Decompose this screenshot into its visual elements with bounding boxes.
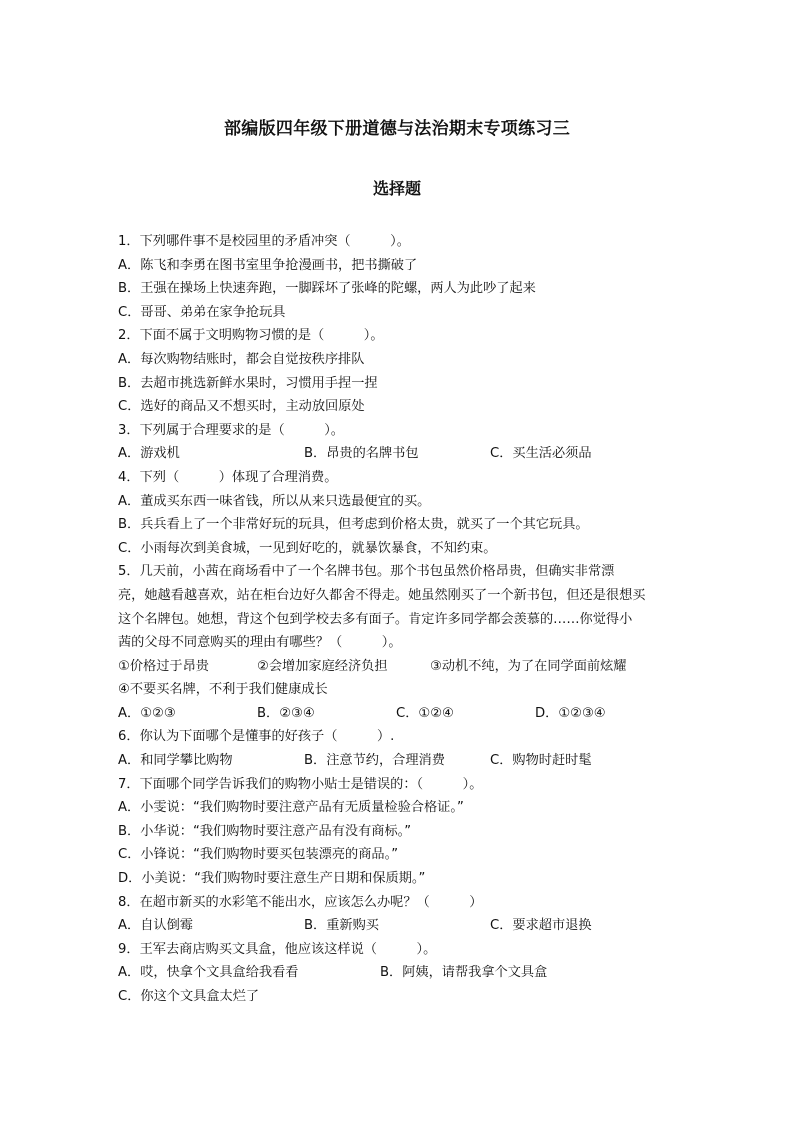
question-4-stem: 4．下列（ ）体现了合理消费。 [118,469,338,485]
question-2-stem: 2．下面不属于文明购物习惯的是（ ）。 [118,328,384,344]
question-2-option-a: A．每次购物结账时，都会自觉按秩序排队 [118,351,365,367]
question-5-reason-4: ④不要买名牌，不利于我们健康成长 [118,682,328,698]
question-9-options [118,961,678,985]
question-5-option-c: C．①②④ [396,705,454,721]
question-3-option-a: A．游戏机 [118,446,180,462]
question-3-option-b: B．昂贵的名牌书包 [304,446,419,462]
question-8-option-a: A．自认倒霉 [118,918,193,934]
question-3-option-c: C．买生活必须品 [490,446,592,462]
question-list [118,230,678,1009]
question-8-option-c: C．要求超市退换 [490,918,592,934]
question-7-option-d: D．小美说：“我们购物时要注意生产日期和保质期。” [118,871,426,887]
question-7-option-b: B．小华说：“我们购物时要注意产品有没有商标。” [118,823,412,839]
question-6-option-c: C．购物时赶时髦 [490,753,592,769]
document-title: 部编版四年级下册道德与法治期末专项练习三 [224,119,570,139]
question-5-option-b: B．②③④ [257,705,315,721]
question-5-reason-2: ②会增加家庭经济负担 [257,658,388,674]
question-5-stem-line-2: 亮，她越看越喜欢，站在柜台边好久都舍不得走。她虽然刚买了一个新书包，但还是很想买 [118,587,646,603]
question-4-option-a: A．董成买东西一味省钱，所以从来只选最便宜的买。 [118,493,431,509]
question-9-stem: 9．王军去商店购买文具盒，他应该这样说（ ）。 [118,941,437,957]
question-6-stem: 6．你认为下面哪个是懂事的好孩子（ ）. [118,729,395,745]
question-9-option-c: C．你这个文具盒太烂了 [118,989,260,1004]
question-8-stem: 8．在超市新买的水彩笔不能出水，应该怎么办呢？（ ） [118,894,483,910]
question-3-stem: 3．下列属于合理要求的是（ ）。 [118,422,344,438]
question-6-option-b: B．注意节约，合理消费 [304,753,445,769]
question-8-option-b: B．重新购买 [304,918,379,934]
question-7-option-c: C．小锋说：“我们购物时要买包装漂亮的商品。” [118,847,399,863]
question-7-option-a: A．小雯说：“我们购物时要注意产品有无质量检验合格证。” [118,800,464,816]
question-1-option-c: C．哥哥、弟弟在家争抢玩具 [118,304,286,320]
question-1-option-a: A．陈飞和李勇在图书室里争抢漫画书，把书撕破了 [118,257,418,273]
question-5-stem-line-3: 这个名牌包。她想，背这个包到学校去多有面子。肯定许多同学都会羡慕的……你觉得小 [118,611,633,627]
question-9-option-a: A．哎，快拿个文具盒给我看看 [118,965,299,981]
question-3-options [118,442,678,466]
question-1-stem: 1．下列哪件事不是校园里的矛盾冲突（ ）。 [118,234,410,249]
question-5-option-a: A．①②③ [118,705,176,721]
question-1-option-b: B．王强在操场上快速奔跑，一脚踩坏了张峰的陀螺，两人为此吵了起来 [118,281,536,297]
question-5-option-d: D．①②③④ [535,705,606,721]
question-5-options [118,702,678,726]
question-5-stem-line-4: 茜的父母不同意购买的理由有哪些？（ ）。 [118,635,402,651]
question-8-options [118,914,678,938]
section-title: 选择题 [372,179,421,198]
question-4-option-c: C．小雨每次到美食城，一见到好吃的，就暴饮暴食，不知约束。 [118,540,497,556]
question-2-option-c: C．选好的商品又不想买时，主动放回原处 [118,399,365,415]
question-7-stem: 7．下面哪个同学告诉我们的购物小贴士是错误的：（ ）。 [118,776,483,792]
question-9-option-b: B．阿姨，请帮我拿个文具盒 [380,965,548,981]
question-4-option-b: B．兵兵看上了一个非常好玩的玩具，但考虑到价格太贵，就买了一个其它玩具。 [118,517,589,533]
question-5-reason-3: ③动机不纯，为了在同学面前炫耀 [430,658,627,674]
question-5-stem-line-1: 5．几天前，小茜在商场看中了一个名牌书包。那个书包虽然价格昂贵，但确实非常漂 [118,564,615,580]
question-2-option-b: B．去超市挑选新鲜水果时，习惯用手捏一捏 [118,375,378,391]
question-6-options [118,749,678,773]
question-6-option-a: A．和同学攀比购物 [118,753,233,769]
question-5-reasons [118,655,678,679]
question-5-reason-1: ①价格过于昂贵 [118,658,209,674]
